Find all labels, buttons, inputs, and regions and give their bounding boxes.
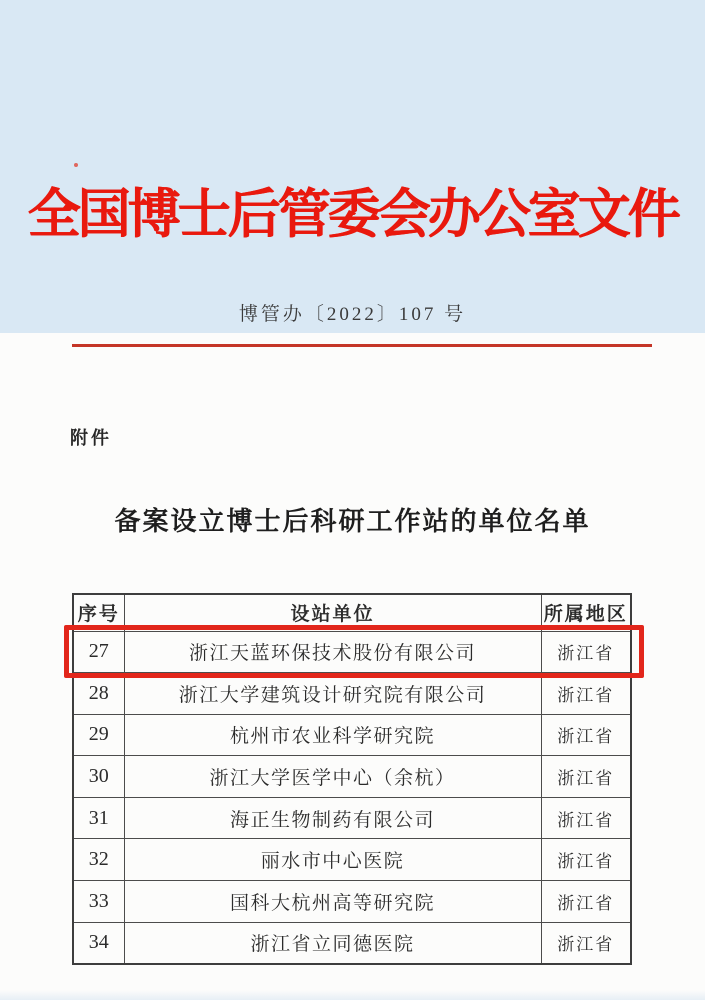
table-header-row xyxy=(73,594,631,631)
table-row xyxy=(73,673,631,715)
scan-speck xyxy=(74,163,78,167)
cell-no: 32 xyxy=(73,839,124,881)
cell-no: 29 xyxy=(73,714,124,756)
highlight-band xyxy=(0,0,705,333)
bottom-scan-shade xyxy=(0,990,705,1000)
cell-no: 31 xyxy=(73,797,124,839)
cell-unit: 国科大杭州高等研究院 xyxy=(124,881,541,923)
cell-region: 浙江省 xyxy=(541,881,631,923)
table-row xyxy=(73,756,631,798)
cell-unit: 浙江大学建筑设计研究院有限公司 xyxy=(124,673,541,715)
cell-region: 浙江省 xyxy=(541,839,631,881)
cell-unit: 浙江大学医学中心（余杭） xyxy=(124,756,541,798)
cell-no: 27 xyxy=(73,631,124,673)
cell-region: 浙江省 xyxy=(541,797,631,839)
attachment-label: 附件 xyxy=(70,428,112,448)
header-serial-number: 序号 xyxy=(73,594,124,631)
table-row-highlighted xyxy=(73,631,631,673)
red-divider-line xyxy=(72,344,652,347)
table-body xyxy=(73,631,631,964)
cell-unit: 海正生物制药有限公司 xyxy=(124,797,541,839)
cell-region: 浙江省 xyxy=(541,673,631,715)
table-row xyxy=(73,797,631,839)
table-row xyxy=(73,881,631,923)
cell-unit: 浙江省立同德医院 xyxy=(124,922,541,964)
cell-region: 浙江省 xyxy=(541,756,631,798)
header-region: 所属地区 xyxy=(541,594,631,631)
cell-no: 30 xyxy=(73,756,124,798)
list-title: 备案设立博士后科研工作站的单位名单 xyxy=(114,507,591,536)
header-station-unit: 设站单位 xyxy=(124,594,541,631)
cell-unit: 丽水市中心医院 xyxy=(124,839,541,881)
cell-no: 33 xyxy=(73,881,124,923)
table-row xyxy=(73,839,631,881)
document-number: 博管办〔2022〕107 号 xyxy=(238,304,467,325)
cell-region: 浙江省 xyxy=(541,922,631,964)
cell-no: 34 xyxy=(73,922,124,964)
station-table xyxy=(72,593,632,965)
cell-unit: 浙江天蓝环保技术股份有限公司 xyxy=(124,631,541,673)
document-title: 全国博士后管委会办公室文件 xyxy=(27,186,678,244)
table-row xyxy=(73,714,631,756)
cell-region: 浙江省 xyxy=(541,714,631,756)
cell-region: 浙江省 xyxy=(541,631,631,673)
cell-unit: 杭州市农业科学研究院 xyxy=(124,714,541,756)
table-row xyxy=(73,922,631,964)
cell-no: 28 xyxy=(73,673,124,715)
